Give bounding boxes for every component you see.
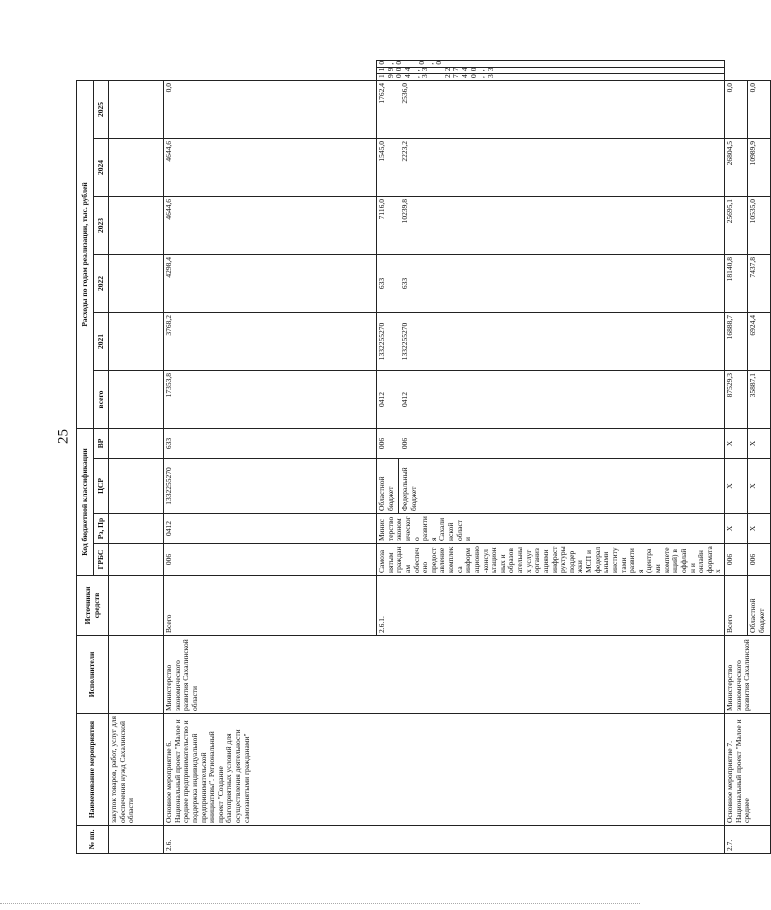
cell-responsible xyxy=(109,636,164,714)
cell-grbs-regional: 006 xyxy=(377,437,386,450)
cell-num xyxy=(109,826,164,854)
cell-rzpr-regional: 0412 xyxy=(377,392,386,407)
cell-2025: 0,0 xyxy=(164,80,377,138)
cell-2023: 10535,0 xyxy=(748,197,771,255)
cell-csr-federal: 1332255270 xyxy=(399,322,409,361)
cell-grbs xyxy=(109,544,164,576)
header-year-2022: 2022 xyxy=(94,255,109,313)
cell-total: 17353,8 xyxy=(164,371,377,429)
cell-2021-federal: 2223,2 xyxy=(399,141,409,162)
header-expenses-group: Расходы по годам реализации, тыс. рублей xyxy=(77,80,94,428)
cell-csr: X xyxy=(725,459,748,514)
cell-2023 xyxy=(377,74,725,81)
cell-rzpr-federal: 0412 xyxy=(399,392,409,407)
header-year-2025: 2025 xyxy=(94,80,109,138)
cell-name: Основное мероприятие 6. Национальный проект "Малое и среднее предпринимательство и поддержка индивидуальной предпринимательской инициативы". Региональный проект "Создание благоприятных условий для осуществления деятельности самозанятыми гражданами" xyxy=(164,714,725,826)
cell-2023: 25695,1 xyxy=(725,197,748,255)
cell-rzpr: X xyxy=(748,514,771,544)
cell-2025-regional: 0,0 xyxy=(377,60,404,65)
cell-source: Областной бюджет xyxy=(748,576,771,636)
cell-2024 xyxy=(377,67,725,74)
cell-2022: 18140,8 xyxy=(725,255,748,313)
cell-total-regional: 7116,0 xyxy=(377,199,386,220)
cell-responsible: Министерство экономического развития Сахалинской области xyxy=(164,636,725,714)
cell-total xyxy=(109,371,164,429)
cell-source-federal: Федеральный бюджет xyxy=(398,459,418,513)
cell-vr: X xyxy=(748,429,771,459)
cell-2024: 10989,9 xyxy=(748,139,771,197)
cell-2024 xyxy=(109,139,164,197)
budget-table xyxy=(76,60,771,854)
cell-2021: 3768,2 xyxy=(164,313,377,371)
cell-2024: 26804,5 xyxy=(725,139,748,197)
cell-grbs-federal: 006 xyxy=(399,437,409,450)
cell-source: Всего xyxy=(164,576,377,636)
cell-2024: 4644,6 xyxy=(164,139,377,197)
cell-total-federal: 10239,8 xyxy=(399,199,409,224)
cell-rzpr: 0412 xyxy=(164,514,377,544)
cell-csr xyxy=(109,459,164,514)
cell-vr: 633 xyxy=(164,429,377,459)
cell-total: 87529,3 xyxy=(725,371,748,429)
page-bottom-edge xyxy=(0,903,640,904)
cell-2022 xyxy=(109,255,164,313)
header-source: Источники средств xyxy=(77,576,109,636)
cell-num: 2.7. xyxy=(725,826,771,854)
cell-source xyxy=(109,576,164,636)
header-csr: ЦСР xyxy=(94,459,109,514)
cell-grbs: 006 xyxy=(748,544,771,576)
cell-csr-regional: 1332255270 xyxy=(377,322,386,361)
cell-2022: 7437,8 xyxy=(748,255,771,313)
cell-name: закупок товаров, работ, услуг для обеспечения нужд Сахалинской области xyxy=(109,714,164,826)
table-row xyxy=(725,61,748,854)
cell-responsible: Министерство экономического развития Сахалинской xyxy=(725,636,771,714)
cell-2022: 4298,4 xyxy=(164,255,377,313)
page-number: 25 xyxy=(55,429,72,444)
cell-responsible: Министерство экономического развития Сахалинской области xyxy=(377,514,725,544)
cell-rzpr xyxy=(109,514,164,544)
cell-num: 2.6.1. xyxy=(377,576,725,636)
header-year-2021: 2021 xyxy=(94,313,109,371)
cell-2022-regional: 1762,4 xyxy=(377,82,386,104)
cell-csr: X xyxy=(748,459,771,514)
header-total: всего xyxy=(94,371,109,429)
cell-2021: 16888,7 xyxy=(725,313,748,371)
cell-grbs: 006 xyxy=(164,544,377,576)
cell-source: Всего xyxy=(725,576,748,636)
header-name: Наименование мероприятия xyxy=(77,714,109,826)
cell-2021-regional: 1545,0 xyxy=(377,141,386,162)
cell-2025 xyxy=(109,80,164,138)
header-year-2023: 2023 xyxy=(94,197,109,255)
cell-vr xyxy=(377,255,725,313)
header-rzpr: Рз, Пр xyxy=(94,514,109,544)
cell-2025 xyxy=(377,61,725,68)
cell-csr: 1332255270 xyxy=(164,459,377,514)
cell-total: 35887,1 xyxy=(748,371,771,429)
cell-vr xyxy=(109,429,164,459)
cell-2022-federal: 2536,0 xyxy=(399,82,409,104)
cell-num: 2.6. xyxy=(164,826,725,854)
cell-grbs: 006 xyxy=(725,544,748,576)
cell-2021: 6924,4 xyxy=(748,313,771,371)
cell-rzpr xyxy=(377,371,725,429)
cell-2021 xyxy=(377,139,725,197)
cell-2021 xyxy=(109,313,164,371)
cell-2023 xyxy=(109,197,164,255)
cell-csr xyxy=(377,313,725,371)
cell-source-regional: Областной бюджет xyxy=(377,476,395,511)
cell-2024-regional: 1904,3 xyxy=(377,67,430,72)
table-row xyxy=(109,61,164,854)
header-year-2024: 2024 xyxy=(94,139,109,197)
header-num: № пп. xyxy=(77,826,109,854)
cell-2025: 0,0 xyxy=(725,80,748,138)
cell-total xyxy=(377,197,725,255)
cell-2023-regional: 1904,3 xyxy=(377,74,430,78)
cell-name: Самозанятым гражданам обеспечено предоставление комплекса информационно-консультационных и образовательных услуг организациями инфраструктуры поддержки МСП и федеральными институтами развития (центрами компетенций) в оффлайн и онлайн форматах xyxy=(377,544,725,576)
cell-2023-federal: 2740,3 xyxy=(442,74,495,78)
cell-2023: 4644,6 xyxy=(164,197,377,255)
cell-grbs xyxy=(377,429,725,459)
cell-vr: X xyxy=(725,429,748,459)
rotated-table-container xyxy=(76,60,766,854)
header-kbk-group: Код бюджетной классификации xyxy=(77,429,94,576)
cell-name: Основное мероприятие 7. Национальный проект "Малое и среднее xyxy=(725,714,771,826)
cell-vr-regional: 633 xyxy=(377,277,386,290)
header-grbs: ГРБС xyxy=(94,544,109,576)
header-vr: ВР xyxy=(94,429,109,459)
cell-2022 xyxy=(377,80,725,138)
cell-vr-federal: 633 xyxy=(399,277,409,290)
cell-source xyxy=(377,459,725,514)
cell-2025-federal: 0,0 xyxy=(416,60,444,65)
cell-rzpr: X xyxy=(725,514,748,544)
cell-2025: 0,0 xyxy=(748,80,771,138)
header-responsible: Исполнители xyxy=(77,636,109,714)
table-row xyxy=(164,61,377,854)
cell-2024-federal: 2740,3 xyxy=(442,67,495,72)
